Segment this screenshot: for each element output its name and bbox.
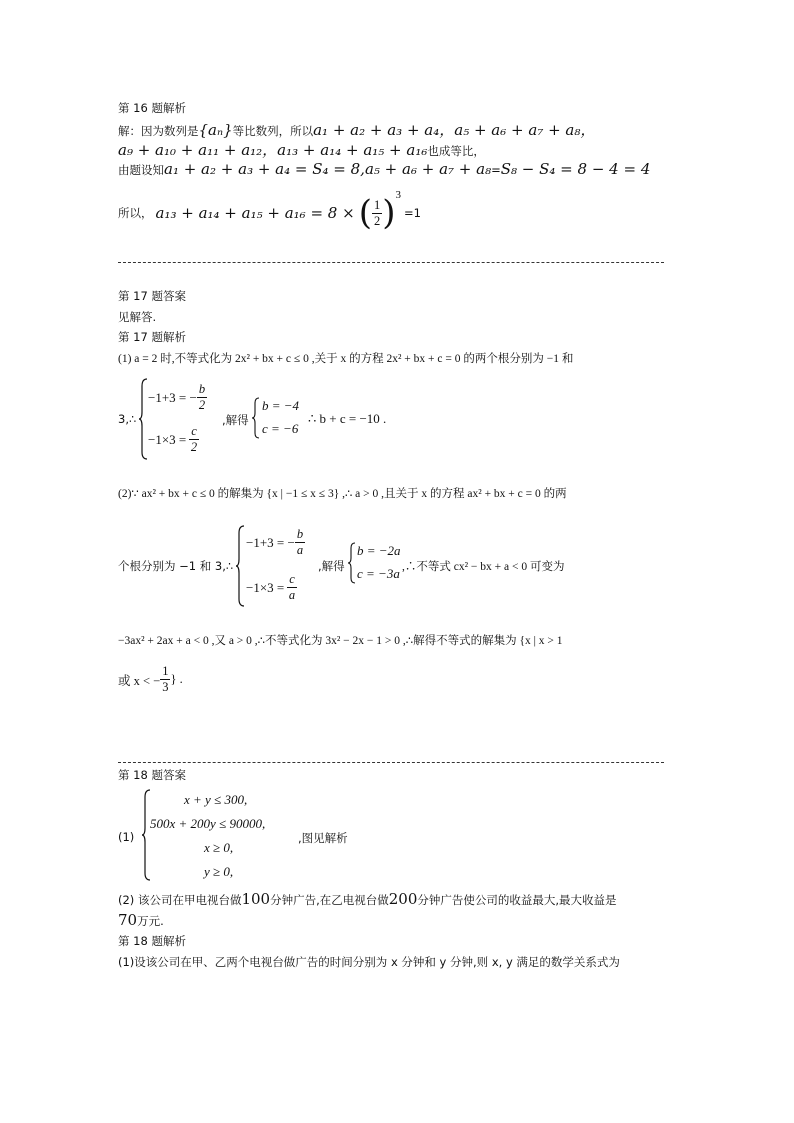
brace-icon [236, 525, 246, 607]
p16-l3-e3: S₈ − S₄ = 8 − 4 = 4 [500, 160, 651, 178]
p16-l2-expr: a₉ + a₁₀ + a₁₁ + a₁₂，a₁₃ + a₁₄ + a₁₅ + a₁₆ [118, 141, 428, 159]
p16-l1-mid: 等比数列，所以 [232, 124, 314, 138]
p18-sys-row3: x ≥ 0, [204, 840, 234, 855]
p17-sys1-mid: ,解得 [222, 413, 249, 427]
p17-sys1-tail: ∴ b + c = −10 . [308, 411, 387, 426]
p18-part2-line1: (2) 该公司在甲电视台做100分钟广告,在乙电视台做200分钟广告使公司的收益最大,最大收益是 [118, 890, 617, 908]
p16-heading: 第 16 题解析 [118, 101, 186, 115]
p18-heading-answer: 第 18 题答案 [118, 768, 186, 782]
p17-sys2-row1: −1+3 = − $\frac{b}{a}$ [246, 527, 304, 557]
p17-sys2-tail: ,∴不等式 cx² − bx + a < 0 可变为 [402, 561, 565, 573]
p16-line1 [118, 119, 595, 140]
p16-l1-s2: ，a₅ + a₆ + a₇ + a₈， [439, 121, 596, 139]
p16-l3-e2: a₅ + a₆ + a₇ + a₈ [364, 160, 492, 178]
p16-l4-exp: 3 [395, 189, 401, 201]
p17-line2: (2)∵ ax² + bx + c ≤ 0 的解集为 {x | −1 ≤ x ≤ 3} ,∴ a > 0 ,且关于 x 的方程 ax² + bx + c = 0 的两 [118, 488, 567, 500]
p18-part2-line2: 70万元. [118, 911, 164, 929]
p17-sys2-lead: 个根分别为 −1 和 3,∴ [118, 559, 234, 573]
p16-l4-prefix: 所以， [118, 206, 153, 220]
p18-sys-tail: ,图见解析 [298, 831, 348, 845]
p18-heading-solution: 第 18 题解析 [118, 934, 186, 948]
p17-line4: 或 x < − $\frac{1}{3}$ } . [118, 664, 183, 694]
p17-sys1-sol1: b = −4 [262, 398, 300, 413]
p17-sys1-row1: −1+3 = − $\frac{b}{2}$ [148, 382, 206, 412]
p16-l1-prefix: 解：因为数列是 [118, 124, 199, 138]
divider-2 [118, 762, 664, 763]
p17-heading-answer: 第 17 题答案 [118, 289, 186, 303]
brace-icon [348, 542, 356, 584]
p17-sys2-sol2: c = −3a [357, 566, 400, 581]
p18-solution-line1: (1)设该公司在甲、乙两个电视台做广告的时间分别为 x 分钟和 y 分钟,则 x, y 满足的数学关系式为 [118, 955, 620, 969]
p17-answer: 见解答. [118, 310, 157, 324]
p16-line2 [118, 139, 485, 160]
p17-sys1-row2: −1×3 = $\frac{c}{2}$ [148, 424, 198, 454]
p17-sys1-lead: 3,∴ [118, 412, 137, 426]
brace-icon [142, 789, 152, 881]
brace-icon [252, 397, 260, 439]
divider-1 [118, 262, 664, 263]
p16-l2-suffix: 也成等比， [427, 144, 485, 158]
p17-line3: −3ax² + 2ax + a < 0 ,又 a > 0 ,∴不等式化为 3x² − 2x − 1 > 0 ,∴解得不等式的解集为 {x | x > 1 [118, 635, 563, 647]
p16-line3 [118, 160, 650, 178]
p17-sys1-sol2: c = −6 [262, 421, 299, 436]
p16-l4-expr: a₁₃ + a₁₄ + a₁₅ + a₁₆ = 8 × [155, 204, 355, 222]
p16-l4-result: =1 [403, 206, 421, 220]
p17-sys2-sol1: b = −2a [357, 543, 401, 558]
p16-l3-e1: a₁ + a₂ + a₃ + a₄ = S₄ = 8, [164, 160, 365, 178]
p17-heading-solution: 第 17 题解析 [118, 330, 186, 344]
p17-line1: (1) a = 2 时,不等式化为 2x² + bx + c ≤ 0 ,关于 x 的方程 2x² + bx + c = 0 的两个根分别为 −1 和 [118, 353, 574, 365]
p17-sys2-mid: ,解得 [318, 559, 345, 573]
p18-part1-label: (1) [118, 830, 135, 844]
p18-sys-row4: y ≥ 0, [204, 864, 234, 879]
p18-sys-row1: x + y ≤ 300, [184, 792, 248, 807]
p16-l1-seq: {aₙ} [198, 121, 233, 139]
p17-sys2-row2: −1×3 = $\frac{c}{a}$ [246, 572, 296, 602]
p16-line4: 所以， a₁₃ + a₁₄ + a₁₅ + a₁₆ = 8 × ( $\frac{1}{2}$ ) 3 =1 [118, 189, 421, 233]
p16-l1-s1: a₁ + a₂ + a₃ + a₄ [313, 121, 440, 139]
p16-l3-eq: = [491, 163, 501, 177]
p16-l4-frac: $\frac{1}{2}$ [373, 197, 381, 228]
p18-sys-row2: 500x + 200y ≤ 90000, [150, 816, 266, 831]
p16-l3-prefix: 由题设知 [118, 163, 164, 177]
